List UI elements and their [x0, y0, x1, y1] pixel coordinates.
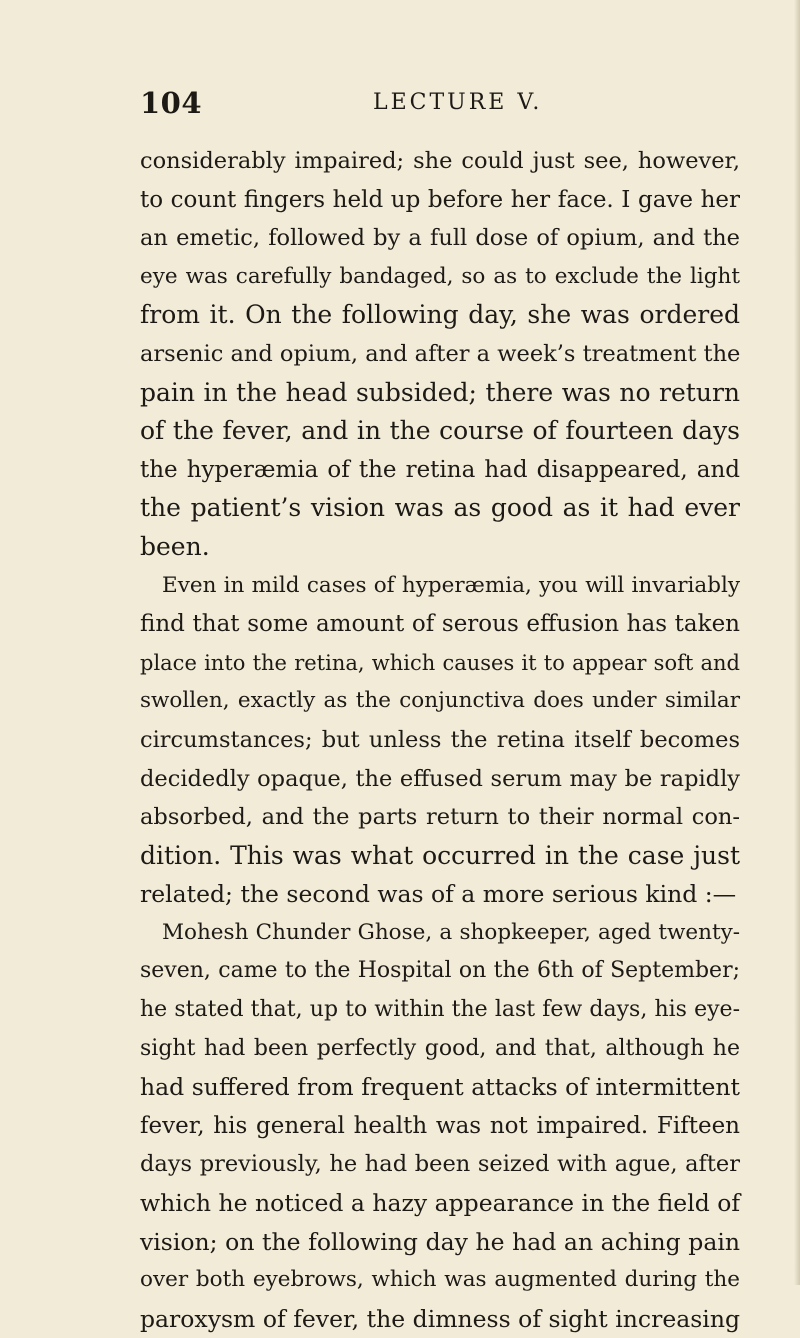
text-line: Mohesh Chunder Ghose, a shopkeeper, aged twenty-: [162, 919, 740, 945]
text-line: considerably impaired; she could just see, however,: [140, 148, 740, 174]
page-header: [140, 86, 648, 126]
text-line: over both eyebrows, which was augmented during the: [140, 1267, 740, 1293]
body-text: [140, 142, 740, 1338]
text-line: the patient’s vision was as good as it had ever: [140, 493, 740, 523]
text-line: decidedly opaque, the effused serum may be rapidly: [140, 765, 740, 792]
text-line: paroxysm of fever, the dimness of sight increasing: [140, 1304, 740, 1333]
text-line: arsenic and opium, and after a week’s treatment the: [140, 340, 741, 367]
text-line: pain in the head subsided; there was no return: [140, 377, 740, 407]
text-line: sight had been perfectly good, and that, although he: [140, 1035, 740, 1061]
text-line: vision; on the following day he had an aching pain: [140, 1227, 740, 1256]
page-number: 104: [140, 86, 203, 120]
text-line: related; the second was of a more serious kind :—: [140, 880, 737, 909]
text-line: fever, his general health was not impaired. Fifteen: [140, 1112, 740, 1139]
running-head: LECTURE V.: [373, 90, 543, 115]
text-line: circumstances; but unless the retina itself becomes: [140, 726, 740, 753]
text-line: days previously, he had been seized with ague, after: [140, 1151, 740, 1178]
text-line: find that some amount of serous effusion has taken: [140, 611, 740, 638]
text-line: the hyperæmia of the retina had disappeared, and: [140, 456, 740, 483]
text-line: eye was carefully bandaged, so as to exclude the light: [140, 263, 740, 289]
text-line: an emetic, followed by a full dose of opium, and the: [140, 225, 740, 252]
text-line: of the fever, and in the course of fourteen days: [140, 416, 740, 446]
text-line: absorbed, and the parts return to their normal con-: [140, 804, 740, 831]
text-line: Even in mild cases of hyperæmia, you will invariably: [162, 572, 740, 598]
text-line: place into the retina, which causes it to appear soft and: [140, 650, 740, 675]
text-line: which he noticed a hazy appearance in the field of: [140, 1189, 741, 1218]
text-line: dition. This was what occurred in the case just: [140, 840, 740, 870]
text-line: been.: [140, 531, 210, 561]
text-line: from it. On the following day, she was ordered: [140, 300, 740, 330]
text-line: had suffered from frequent attacks of intermittent: [140, 1073, 740, 1102]
page-edge-shadow: [794, 0, 800, 1285]
text-line: seven, came to the Hospital on the 6th of September;: [140, 958, 740, 984]
text-line: swollen, exactly as the conjunctiva does under similar: [140, 688, 740, 714]
text-line: he stated that, up to within the last few days, his eye-: [140, 997, 740, 1023]
text-line: to count fingers held up before her face. I gave her: [140, 186, 740, 213]
